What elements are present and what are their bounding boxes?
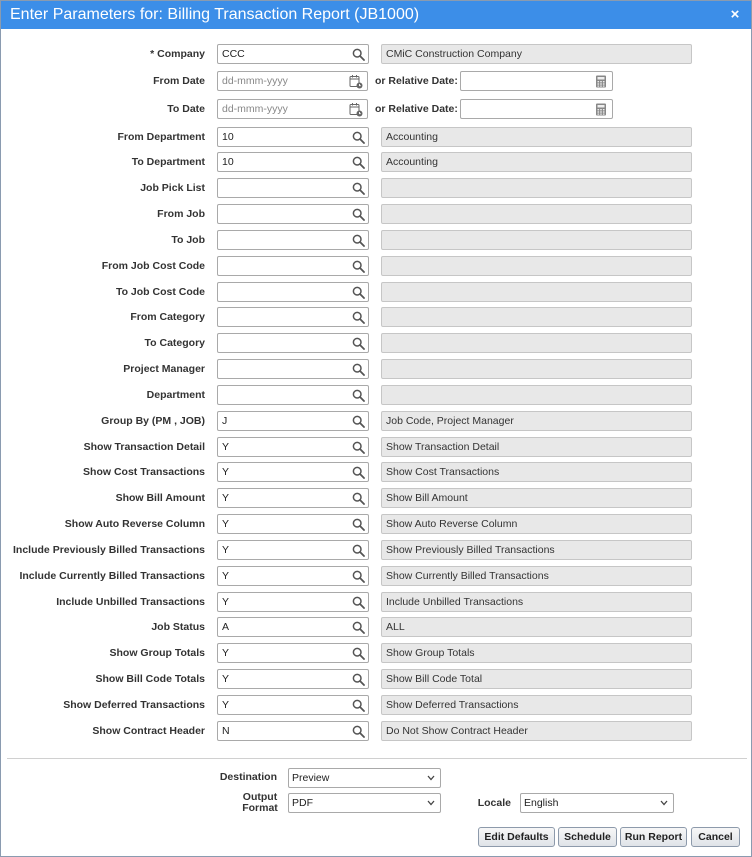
parameter-row [1, 617, 751, 637]
search-icon[interactable] [352, 337, 365, 350]
parameter-description [381, 282, 692, 302]
parameter-description: Include Unbilled Transactions [381, 592, 692, 612]
parameter-description [381, 204, 692, 224]
date-placeholder: dd-mmm-yyyy [222, 103, 288, 115]
parameter-label: Show Contract Header [92, 725, 205, 737]
dialog-title: Enter Parameters for: Billing Transaction Report (JB1000) [10, 6, 420, 23]
parameter-row [1, 669, 751, 689]
parameter-description: ALL [381, 617, 692, 637]
search-icon[interactable] [352, 389, 365, 402]
parameter-row [1, 695, 751, 715]
relative-date-input[interactable] [460, 99, 613, 119]
search-icon[interactable] [352, 725, 365, 738]
parameter-description [381, 230, 692, 250]
parameter-input[interactable] [217, 44, 369, 64]
relative-date-label: or Relative Date: [375, 75, 458, 87]
parameter-input[interactable] [217, 359, 369, 379]
search-icon[interactable] [352, 596, 365, 609]
parameter-description: Show Bill Amount [381, 488, 692, 508]
parameter-label: Include Currently Billed Transactions [19, 570, 205, 582]
parameter-label: From Category [130, 311, 205, 323]
parameter-input[interactable] [217, 540, 369, 560]
parameter-description: Show Currently Billed Transactions [381, 566, 692, 586]
parameter-input[interactable] [217, 695, 369, 715]
parameter-row [1, 204, 751, 224]
search-icon[interactable] [352, 415, 365, 428]
parameter-row [1, 721, 751, 741]
parameter-row [1, 359, 751, 379]
parameter-input[interactable] [217, 333, 369, 353]
relative-date-input[interactable] [460, 71, 613, 91]
search-icon[interactable] [352, 647, 365, 660]
parameter-description: Accounting [381, 152, 692, 172]
destination-value: Preview [292, 772, 330, 784]
parameter-input[interactable] [217, 204, 369, 224]
parameter-description [381, 307, 692, 327]
parameter-input[interactable] [217, 307, 369, 327]
parameter-description: Show Cost Transactions [381, 462, 692, 482]
parameter-input[interactable] [217, 256, 369, 276]
date-placeholder: dd-mmm-yyyy [222, 75, 288, 87]
date-row [1, 99, 751, 119]
parameter-label: From Department [117, 131, 205, 143]
parameter-value: CCC [222, 48, 245, 60]
parameter-label: Show Transaction Detail [83, 441, 205, 453]
search-icon[interactable] [352, 492, 365, 505]
search-icon[interactable] [352, 156, 365, 169]
divider [7, 758, 747, 759]
run-report-button[interactable]: Run Report [620, 827, 687, 847]
date-row [1, 71, 751, 91]
calculator-icon[interactable] [595, 103, 607, 116]
date-label: To Date [167, 103, 205, 115]
parameter-input[interactable] [217, 385, 369, 405]
locale-value: English [524, 797, 559, 809]
parameter-input[interactable] [217, 127, 369, 147]
output-format-label: Output Format [242, 791, 278, 814]
parameter-row [1, 643, 751, 663]
parameter-input[interactable] [217, 488, 369, 508]
date-input[interactable] [217, 99, 368, 119]
parameter-value: 10 [222, 131, 234, 143]
edit-defaults-button[interactable]: Edit Defaults [478, 827, 555, 847]
parameter-row [1, 592, 751, 612]
parameter-label: Show Bill Amount [115, 492, 205, 504]
parameter-value: Y [222, 492, 230, 504]
search-icon[interactable] [352, 570, 365, 583]
parameter-input[interactable] [217, 721, 369, 741]
parameter-label: Job Status [151, 621, 205, 633]
parameter-label: Project Manager [123, 363, 205, 375]
search-icon[interactable] [352, 673, 365, 686]
parameter-value: Y [222, 673, 230, 685]
parameter-label: From Job [157, 208, 205, 220]
parameter-label: Show Deferred Transactions [63, 699, 205, 711]
parameter-label: From Job Cost Code [101, 260, 205, 272]
parameter-description: CMiC Construction Company [381, 44, 692, 64]
search-icon[interactable] [352, 311, 365, 324]
parameter-row [1, 256, 751, 276]
parameter-description: Show Bill Code Total [381, 669, 692, 689]
parameter-value: 10 [222, 156, 234, 168]
parameter-input[interactable] [217, 152, 369, 172]
chevron-down-icon [427, 775, 435, 781]
parameter-label: Show Cost Transactions [83, 466, 205, 478]
parameter-row [1, 566, 751, 586]
parameter-label: Show Auto Reverse Column [64, 518, 205, 530]
parameter-value: Y [222, 570, 230, 582]
parameter-description: Show Auto Reverse Column [381, 514, 692, 534]
search-icon[interactable] [352, 621, 365, 634]
parameter-row [1, 282, 751, 302]
parameter-value: N [222, 725, 230, 737]
search-icon[interactable] [352, 208, 365, 221]
parameter-value: Y [222, 699, 230, 711]
parameter-label: To Department [131, 156, 205, 168]
parameter-description: Show Deferred Transactions [381, 695, 692, 715]
parameter-input[interactable] [217, 411, 369, 431]
destination-select[interactable] [288, 768, 441, 788]
parameter-label: To Job Cost Code [115, 286, 205, 298]
parameter-input[interactable] [217, 437, 369, 457]
parameter-row [1, 540, 751, 560]
parameter-input[interactable] [217, 178, 369, 198]
schedule-button[interactable]: Schedule [558, 827, 617, 847]
parameter-label: Group By (PM , JOB) [101, 415, 205, 427]
parameter-value: J [222, 415, 228, 427]
search-icon[interactable] [352, 182, 365, 195]
parameter-label: Include Previously Billed Transactions [13, 544, 205, 556]
parameter-input[interactable] [217, 282, 369, 302]
search-icon[interactable] [352, 518, 365, 531]
dialog-titlebar [1, 1, 751, 29]
parameter-description: Show Previously Billed Transactions [381, 540, 692, 560]
calendar-icon[interactable] [349, 74, 363, 89]
search-icon[interactable] [352, 544, 365, 557]
search-icon[interactable] [352, 234, 365, 247]
parameter-row [1, 488, 751, 508]
search-icon[interactable] [352, 363, 365, 376]
output-format-value: PDF [292, 797, 313, 809]
parameter-value: Y [222, 441, 230, 453]
chevron-down-icon [660, 800, 668, 806]
parameter-description [381, 256, 692, 276]
search-icon[interactable] [352, 699, 365, 712]
parameter-input[interactable] [217, 230, 369, 250]
parameter-value: Y [222, 544, 230, 556]
parameter-row [1, 44, 751, 64]
output-format-select[interactable] [288, 793, 441, 813]
parameter-input[interactable] [217, 592, 369, 612]
parameter-label: Department [146, 389, 205, 401]
parameter-value: Y [222, 466, 230, 478]
parameter-description: Accounting [381, 127, 692, 147]
parameter-value: Y [222, 647, 230, 659]
parameter-row [1, 178, 751, 198]
destination-label: Destination [219, 771, 277, 783]
parameter-description [381, 385, 692, 405]
parameter-description [381, 333, 692, 353]
parameter-description: Show Group Totals [381, 643, 692, 663]
parameter-label: Include Unbilled Transactions [56, 596, 205, 608]
date-input[interactable] [217, 71, 368, 91]
parameter-value: Y [222, 518, 230, 530]
parameter-label: To Job [171, 234, 205, 246]
search-icon[interactable] [352, 441, 365, 454]
calendar-icon[interactable] [349, 102, 363, 117]
search-icon[interactable] [352, 131, 365, 144]
date-label: From Date [153, 75, 205, 87]
relative-date-label: or Relative Date: [375, 103, 458, 115]
parameter-description [381, 359, 692, 379]
parameter-label: Show Group Totals [109, 647, 205, 659]
chevron-down-icon [427, 800, 435, 806]
parameter-input[interactable] [217, 514, 369, 534]
parameter-row [1, 307, 751, 327]
parameter-row [1, 411, 751, 431]
parameter-row [1, 127, 751, 147]
parameter-label: To Category [144, 337, 205, 349]
search-icon[interactable] [352, 286, 365, 299]
parameter-input[interactable] [217, 617, 369, 637]
cancel-button[interactable]: Cancel [691, 827, 740, 847]
parameter-row [1, 230, 751, 250]
parameter-row [1, 385, 751, 405]
parameter-description [381, 178, 692, 198]
locale-label: Locale [477, 797, 511, 809]
parameter-description: Job Code, Project Manager [381, 411, 692, 431]
calculator-icon[interactable] [595, 75, 607, 88]
parameter-description: Show Transaction Detail [381, 437, 692, 457]
parameter-row [1, 514, 751, 534]
parameter-label: * Company [150, 48, 205, 60]
parameter-label: Job Pick List [140, 182, 205, 194]
parameter-row [1, 152, 751, 172]
search-icon[interactable] [352, 260, 365, 273]
parameter-input[interactable] [217, 669, 369, 689]
search-icon[interactable] [352, 466, 365, 479]
search-icon[interactable] [352, 48, 365, 61]
parameter-row [1, 333, 751, 353]
parameter-value: A [222, 621, 230, 633]
parameter-value: Y [222, 596, 230, 608]
locale-select[interactable] [520, 793, 674, 813]
parameter-label: Show Bill Code Totals [95, 673, 205, 685]
close-icon[interactable]: × [730, 6, 740, 23]
parameter-row [1, 462, 751, 482]
parameter-input[interactable] [217, 566, 369, 586]
parameter-input[interactable] [217, 462, 369, 482]
parameter-row [1, 437, 751, 457]
parameter-description: Do Not Show Contract Header [381, 721, 692, 741]
parameter-input[interactable] [217, 643, 369, 663]
